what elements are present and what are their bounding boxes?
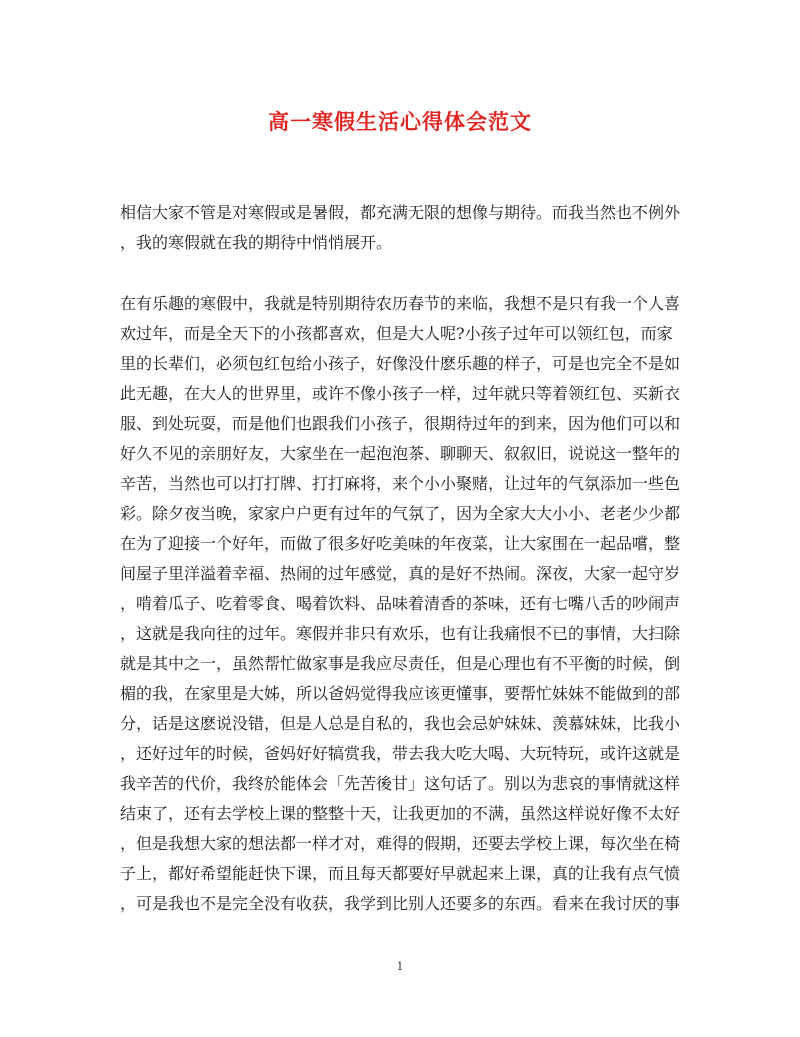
text-line: 欢过年，而是全天下的小孩都喜欢，但是大人呢?小孩子过年可以领红包，而家	[120, 324, 673, 343]
text-line: 好久不见的亲朋好友，大家坐在一起泡泡茶、聊聊天、叙叙旧，说说这一整年的	[120, 444, 681, 463]
text-line: ，这就是我向往的过年。寒假并非只有欢乐，也有让我痛恨不已的事情，大扫除	[120, 624, 681, 643]
document-title: 高一寒假生活心得体会范文	[268, 109, 532, 134]
text-line: ，啃着瓜子、吃着零食、喝着饮料、品味着清香的茶味，还有七嘴八舌的吵闹声	[120, 594, 681, 613]
text-line: 结束了，还有去学校上课的整整十天，让我更加的不满，虽然这样说好像不太好	[120, 804, 681, 823]
text-line: ，可是我也不是完全没有收获，我学到比别人还要多的东西。看来在我讨厌的事	[120, 894, 681, 913]
text-line: ，还好过年的时候，爸妈好好犒赏我，带去我大吃大喝、大玩特玩，或许这就是	[120, 744, 681, 763]
text-line: 间屋子里洋溢着幸福、热闹的过年感觉，真的是好不热闹。深夜，大家一起守岁	[120, 564, 681, 583]
page-number: 1	[396, 960, 404, 973]
text-line: 就是其中之一，虽然帮忙做家事是我应尽责任，但是心理也有不平衡的时候，倒	[120, 654, 681, 673]
text-line: 分，话是这麽说没错，但是人总是自私的，我也会忌妒妹妹、羡慕妹妹，比我小	[120, 714, 681, 733]
text-line: 此无趣，在大人的世界里，或许不像小孩子一样，过年就只等着领红包、买新衣	[120, 384, 681, 403]
text-line: 在有乐趣的寒假中，我就是特别期待农历春节的来临，我想不是只有我一个人喜	[120, 294, 681, 313]
text-line: 相信大家不管是对寒假或是暑假，都充满无限的想像与期待。而我当然也不例外	[120, 203, 681, 222]
text-line: ，我的寒假就在我的期待中悄悄展开。	[120, 233, 393, 252]
text-line: 彩。除夕夜当晚，家家户户更有过年的气氛了，因为全家大大小小、老老少少都	[120, 504, 681, 523]
text-line: 我辛苦的代价，我终於能体会「先苦後甘」这句话了。别以为悲哀的事情就这样	[120, 774, 681, 793]
text-line: 子上，都好希望能赶快下课，而且每天都要好早就起来上课，真的让我有点气愤	[120, 864, 681, 883]
text-line: 在为了迎接一个好年，而做了很多好吃美味的年夜菜，让大家围在一起品嚐，整	[120, 534, 681, 553]
text-line: 楣的我，在家里是大姊，所以爸妈觉得我应该更懂事，要帮忙妹妹不能做到的部	[120, 684, 681, 703]
text-line: 辛苦，当然也可以打打牌、打打麻将，来个小小聚赌，让过年的气氛添加一些色	[120, 474, 681, 493]
text-line: 里的长辈们，必须包红包给小孩子，好像没什麽乐趣的样子，可是也完全不是如	[120, 354, 681, 373]
paragraph-2	[120, 289, 680, 919]
text-line: 服、到处玩耍，而是他们也跟我们小孩子，很期待过年的到来，因为他们可以和	[120, 414, 681, 433]
text-line: ，但是我想大家的想法都一样才对，难得的假期，还要去学校上课，每次坐在椅	[120, 834, 681, 853]
paragraph-1	[120, 198, 680, 258]
